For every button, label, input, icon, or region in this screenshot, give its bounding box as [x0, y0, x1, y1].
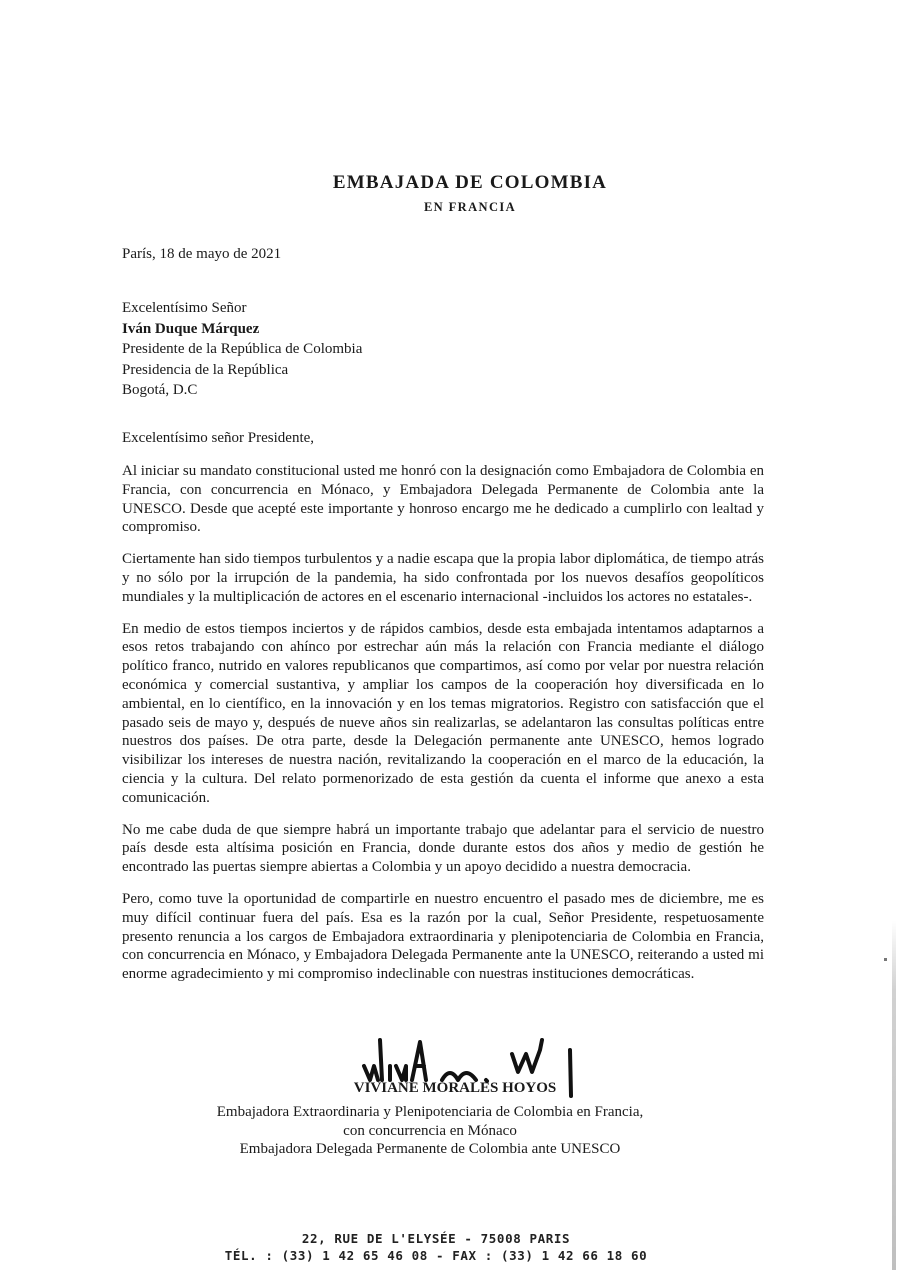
scan-edge-shadow — [892, 920, 896, 1270]
addressee-city: Bogotá, D.C — [122, 382, 198, 398]
body-paragraph: No me cabe duda de que siempre habrá un importante trabajo que adelantar para el servicio de nuestro país desde esta altísima posición en Francia, donde durante estos dos años y medio de gestión he encontrado las puertas siempre abiertas a Colombia y un apoyo decidido a nuestra democracia. — [122, 821, 764, 876]
addressee-office: Presidencia de la República — [122, 361, 289, 378]
embassy-phones: TÉL. : (33) 1 42 65 46 08 - FAX : (33) 1 42 66 18 60 — [224, 1248, 648, 1263]
salutation: Excelentísimo señor Presidente, — [122, 430, 315, 446]
embassy-title: EMBAJADA DE COLOMBIA — [332, 172, 608, 193]
body-paragraph: Pero, como tuve la oportunidad de compartirle en nuestro encuentro el pasado mes de diciembre, me es muy difícil continuar fuera del país. Esa es la razón por la cual, Señor Presidente, respetuosamente presento renuncia a los cargos de Embajadora extraordinaria y plenipotenciaria de Colombia en Francia, con concurrencia en Mónaco, y Embajadora Delegada Permanente ante la UNESCO, reiterando a usted mi enorme agradecimiento y mi compromiso indeclinable con nuestras instituciones democráticas. — [122, 890, 764, 983]
body-paragraph: En medio de estos tiempos inciertos y de rápidos cambios, desde esta embajada intentamos adaptarnos a esos retos trabajando con ahínco por estrechar aún más la relación con Francia mediante el diálogo político franco, nutrido en valores republicanos que compartimos, así como por velar por nuestra relación económica y comercial sustantiva, y ampliar los campos de la cooperación hoy diversificada en lo ambiental, en lo científico, en la innovación y en los temas migratorios. Registro con satisfacción que el pasado seis de mayo y, después de nueve años sin realizarlas, se adelantaron las consultas políticas entre nuestros dos países. De otra parte, desde la Delegación permanente ante UNESCO, hemos logrado visibilizar los intereses de nuestra nación, revitalizando la cooperación en el marco de la educación, la ciencia y la cultura. Del relato pormenorizado de esta gestión da cuenta el informe que anexo a esta comunicación. — [122, 620, 764, 806]
signer-title-line: Embajadora Delegada Permanente de Colombia ante UNESCO — [239, 1141, 621, 1157]
embassy-subtitle: EN FRANCIA — [423, 200, 517, 214]
body-paragraph: Al iniciar su mandato constitucional usted me honró con la designación como Embajadora de Colombia en Francia, con concurrencia en Mónaco, y Embajadora Delegada Permanente de Colombia ante la UNESCO. Desde que acepté este importante y honroso encargo me he dedicado a cumplirlo con lealtad y compromiso. — [122, 463, 764, 536]
addressee-name: Iván Duque Márquez — [122, 320, 260, 337]
scan-speck — [884, 958, 887, 961]
letter-date: París, 18 de mayo de 2021 — [122, 246, 282, 262]
addressee-position: Presidente de la República de Colombia — [122, 341, 363, 357]
letter-body — [122, 462, 764, 997]
signer-titles — [170, 1103, 690, 1159]
addressee-greeting: Excelentísimo Señor — [122, 300, 247, 316]
addressee-block — [122, 298, 362, 401]
signer-title-line: Embajadora Extraordinaria y Plenipotenciaria de Colombia en Francia, — [216, 1104, 644, 1120]
signer-title-line: con concurrencia en Mónaco — [343, 1122, 517, 1139]
body-paragraph: Ciertamente han sido tiempos turbulentos y a nadie escapa que la propia labor diplomática, de tiempo atrás y no sólo por la irrupción de la pandemia, ha sido confrontada por los nuevos desafíos geopolíticos mundiales y la multiplicación de actores en el escenario internacional -incluidos los actores no estatales-. — [122, 551, 764, 605]
letterhead-footer — [0, 1230, 904, 1264]
letterhead — [0, 172, 904, 215]
signer-name: VIVIANE MORALES HOYOS — [353, 1080, 557, 1096]
embassy-address: 22, RUE DE L'ELYSÉE - 75008 PARIS — [301, 1231, 571, 1246]
